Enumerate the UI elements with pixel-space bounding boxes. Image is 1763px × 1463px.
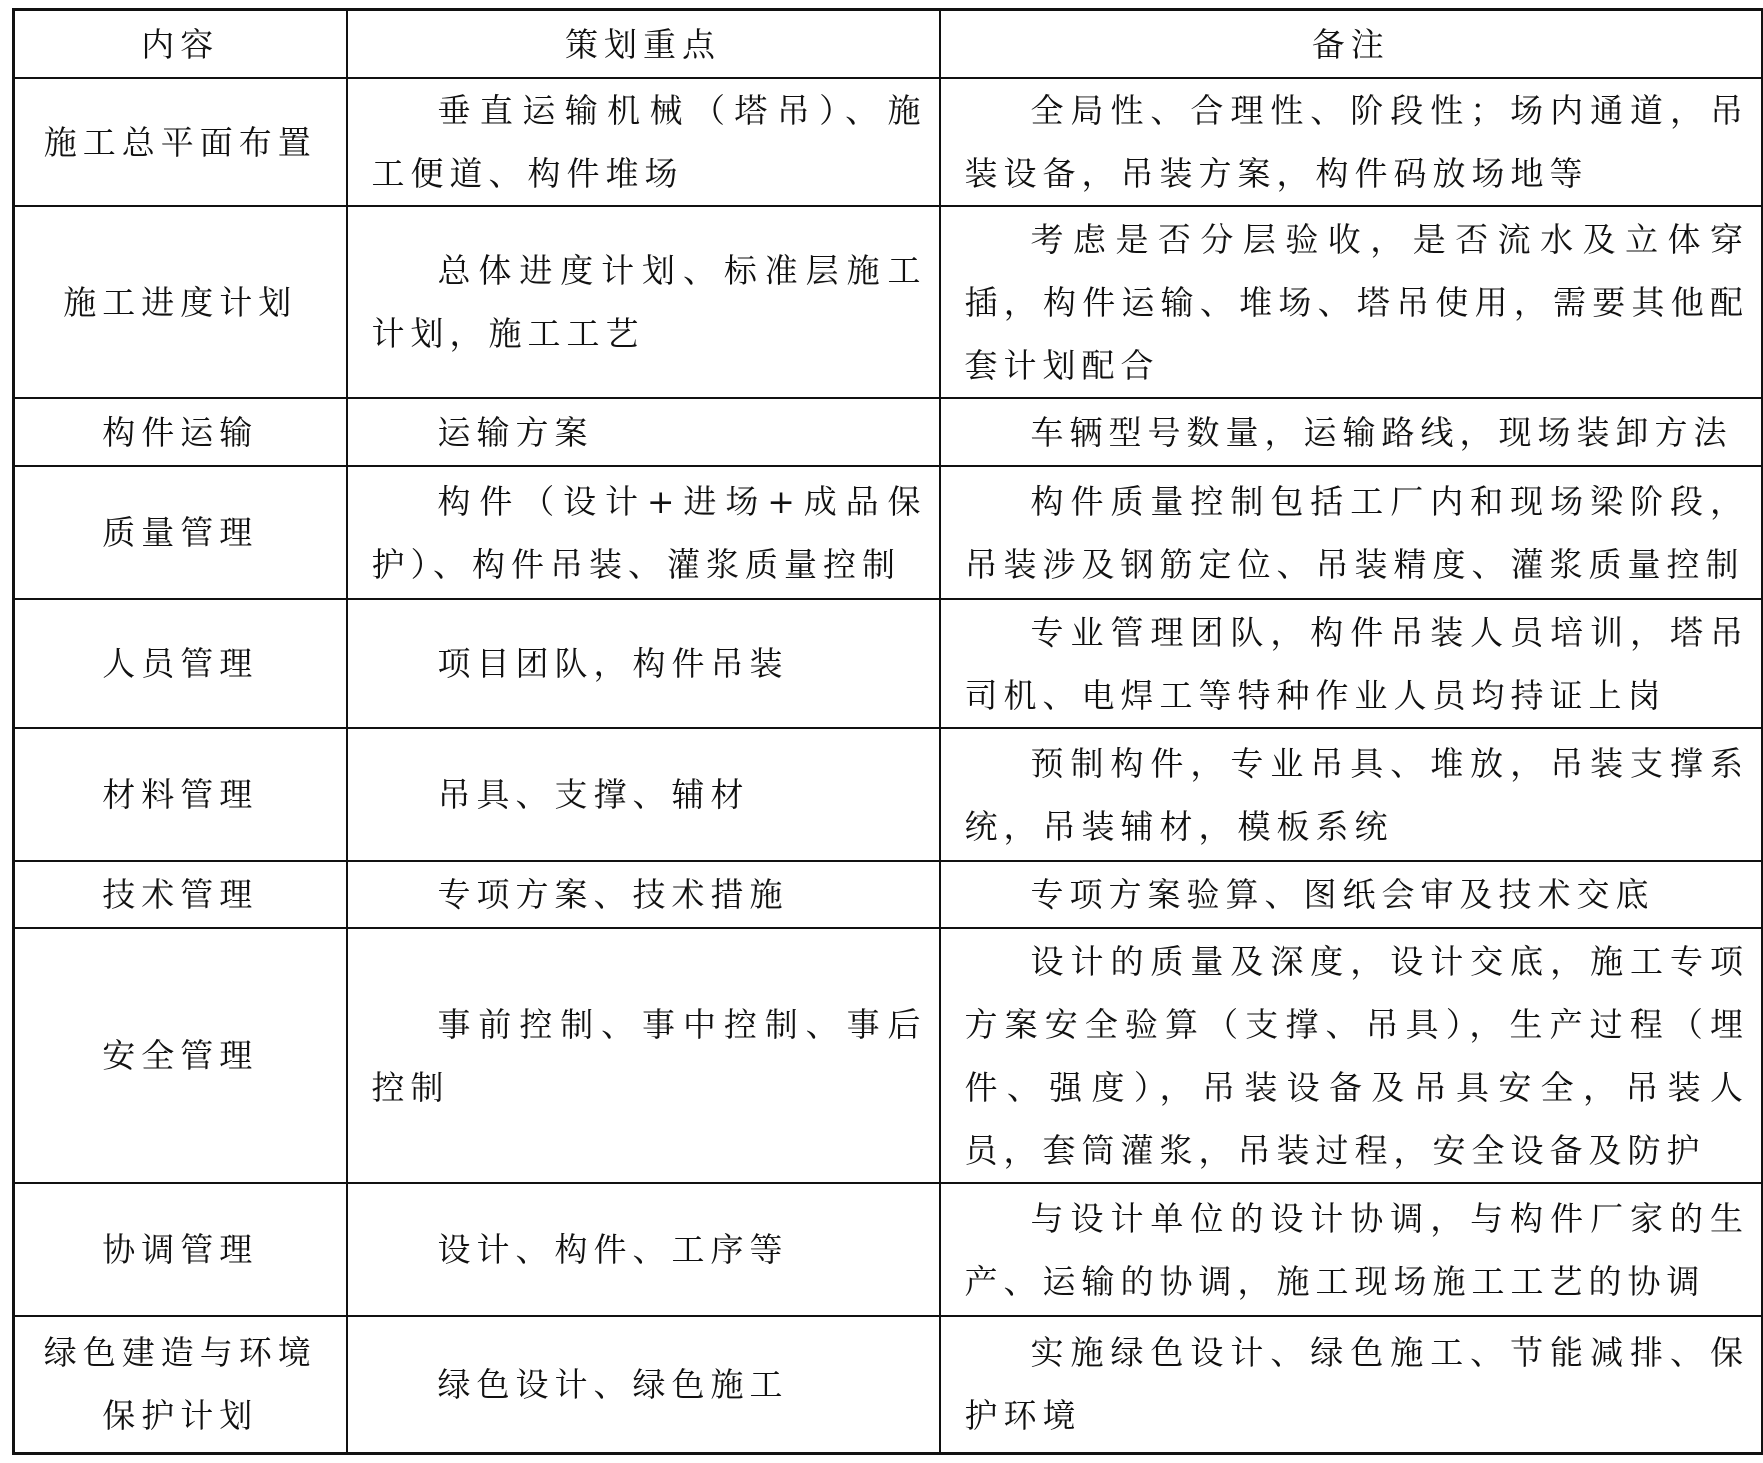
row-focus-cell: 专项方案、技术措施 [347,861,940,928]
table-row [14,728,1763,861]
row-note-cell: 车辆型号数量，运输路线，现场装卸方法 [940,398,1763,466]
row-focus-cell: 吊具、支撑、辅材 [347,728,940,861]
table-row [14,398,1763,466]
row-focus-cell: 总体进度计划、标准层施工计划，施工工艺 [347,206,940,398]
row-note-cell: 设计的质量及深度，设计交底，施工专项方案安全验算（支撑、吊具），生产过程（埋件、强度），吊装设备及吊具安全，吊装人员，套筒灌浆，吊装过程，安全设备及防护 [940,928,1763,1183]
row-content-cell: 施工总平面布置 [14,78,347,206]
row-focus-cell: 项目团队，构件吊装 [347,599,940,728]
row-focus-cell: 事前控制、事中控制、事后控制 [347,928,940,1183]
row-content-cell: 技术管理 [14,861,347,928]
row-content-cell: 人员管理 [14,599,347,728]
row-content-cell: 安全管理 [14,928,347,1183]
row-note-cell: 专项方案验算、图纸会审及技术交底 [940,861,1763,928]
row-content-cell: 施工进度计划 [14,206,347,398]
table-row [14,78,1763,206]
table-row [14,1183,1763,1316]
row-focus-cell: 构件（设计+进场+成品保护）、构件吊装、灌浆质量控制 [347,466,940,599]
table-row [14,599,1763,728]
planning-table [12,8,1763,1455]
table-row [14,466,1763,599]
table-row [14,206,1763,398]
row-content-cell: 材料管理 [14,728,347,861]
row-note-cell: 预制构件，专业吊具、堆放，吊装支撑系统，吊装辅材，模板系统 [940,728,1763,861]
header-content: 内容 [14,10,347,79]
table-header-row [14,10,1763,79]
row-focus-cell: 设计、构件、工序等 [347,1183,940,1316]
table-row [14,1316,1763,1453]
row-note-cell: 考虑是否分层验收，是否流水及立体穿插，构件运输、堆场、塔吊使用，需要其他配套计划配合 [940,206,1763,398]
row-note-cell: 全局性、合理性、阶段性；场内通道，吊装设备，吊装方案，构件码放场地等 [940,78,1763,206]
table-row [14,928,1763,1183]
row-focus-cell: 运输方案 [347,398,940,466]
row-note-cell: 构件质量控制包括工厂内和现场梁阶段，吊装涉及钢筋定位、吊装精度、灌浆质量控制 [940,466,1763,599]
row-note-cell: 实施绿色设计、绿色施工、节能减排、保护环境 [940,1316,1763,1453]
row-content-cell: 协调管理 [14,1183,347,1316]
header-remarks: 备注 [940,10,1763,79]
row-focus-cell: 绿色设计、绿色施工 [347,1316,940,1453]
planning-table-container [12,8,1763,1455]
row-focus-cell: 垂直运输机械（塔吊）、施工便道、构件堆场 [347,78,940,206]
row-note-cell: 专业管理团队，构件吊装人员培训，塔吊司机、电焊工等特种作业人员均持证上岗 [940,599,1763,728]
row-content-cell: 构件运输 [14,398,347,466]
header-planning-focus: 策划重点 [347,10,940,79]
row-content-cell: 质量管理 [14,466,347,599]
row-note-cell: 与设计单位的设计协调，与构件厂家的生产、运输的协调，施工现场施工工艺的协调 [940,1183,1763,1316]
row-content-cell: 绿色建造与环境保护计划 [14,1316,347,1453]
table-row [14,861,1763,928]
